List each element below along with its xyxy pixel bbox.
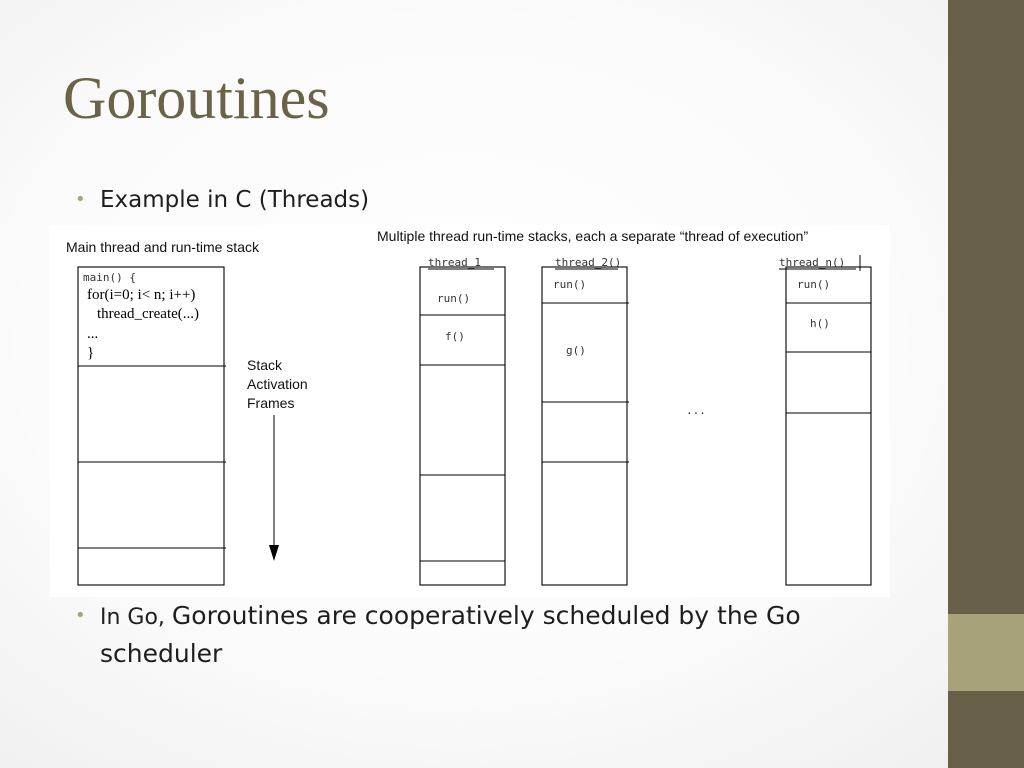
code-line: thread_create(...) bbox=[97, 306, 200, 322]
sidebar-accent-block bbox=[948, 614, 1024, 691]
bullet-lead-text: In Go, bbox=[100, 605, 172, 630]
arrow-label-line: Stack bbox=[247, 357, 283, 373]
thread-stacks-diagram bbox=[50, 225, 890, 597]
frame-label: run() bbox=[797, 278, 831, 291]
code-line: } bbox=[87, 345, 95, 361]
code-line: for(i=0; i< n; i++) bbox=[87, 287, 196, 303]
code-line: ... bbox=[87, 326, 99, 342]
bullet-item bbox=[75, 182, 895, 218]
threads-caption: Multiple thread run-time stacks, each a separate “thread of execution” bbox=[377, 228, 809, 244]
bullet-dot-icon: • bbox=[75, 189, 86, 210]
frame-label: h() bbox=[810, 317, 830, 330]
bullet-item bbox=[75, 598, 895, 672]
more-threads-ellipsis: ... bbox=[686, 404, 706, 417]
code-line: main() { bbox=[83, 271, 136, 284]
frame-label: run() bbox=[437, 292, 471, 305]
frame-label: g() bbox=[566, 344, 586, 357]
frame-label: run() bbox=[553, 278, 587, 291]
main-thread-caption: Main thread and run-time stack bbox=[66, 239, 259, 255]
thread-1-label: thread_1 bbox=[428, 256, 481, 269]
bullet-text: Example in C (Threads) bbox=[100, 187, 370, 213]
slide-title: Goroutines bbox=[63, 65, 330, 131]
thread-2-label: thread_2() bbox=[555, 256, 622, 269]
thread-n-label: thread_n() bbox=[779, 256, 846, 269]
bullet-text bbox=[100, 598, 895, 672]
diagram-canvas bbox=[50, 225, 890, 597]
bullet-dot-icon: • bbox=[75, 605, 86, 626]
diagram-background bbox=[50, 225, 890, 597]
arrow-label-line: Frames bbox=[247, 395, 295, 411]
arrow-label-line: Activation bbox=[247, 376, 308, 392]
bullet-main-text: Goroutines are cooperatively scheduled by the Go scheduler bbox=[100, 601, 801, 668]
frame-label: f() bbox=[445, 330, 465, 343]
